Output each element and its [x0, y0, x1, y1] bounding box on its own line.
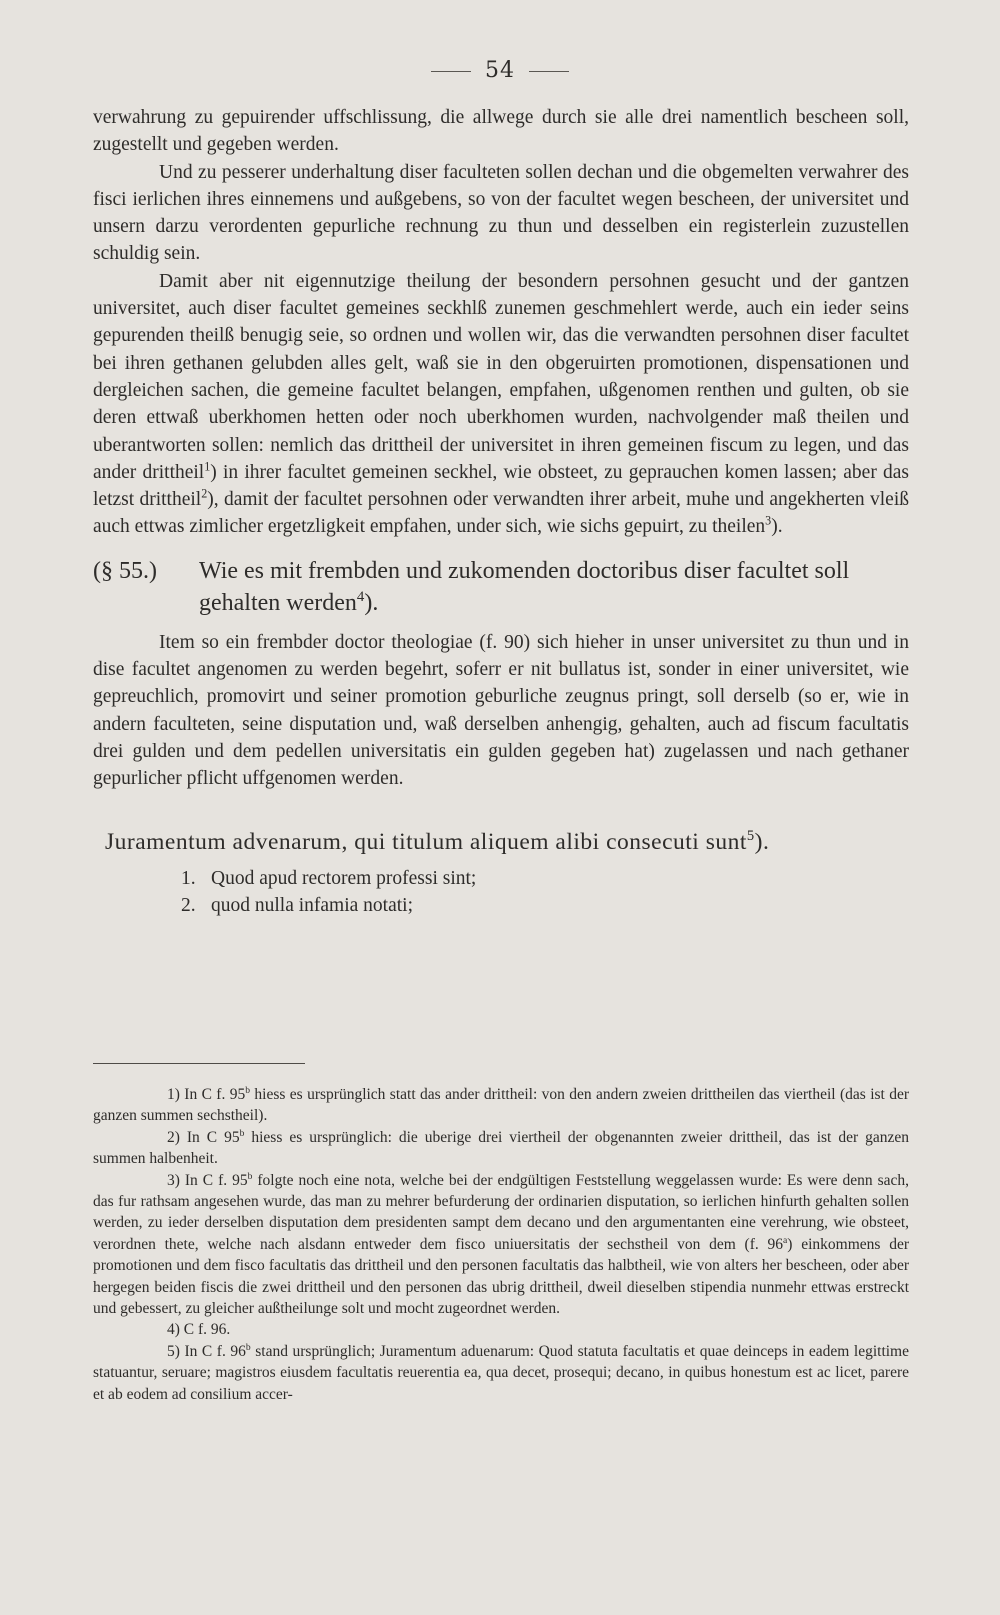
- footnote-5-lead: 5) In C f. 96: [167, 1342, 246, 1360]
- footnote-5-sup: b: [245, 1341, 251, 1353]
- footnote-2: [93, 1127, 909, 1170]
- list-item-text: Quod apud rectorem professi sint;: [211, 867, 477, 889]
- footnote-ref-5: 5: [746, 827, 755, 844]
- section-title-text: Wie es mit frembden und zukomenden doctoribus diser facultet soll gehalten werden: [199, 557, 850, 616]
- footnotes: [93, 1084, 909, 1405]
- footnote-2-sup: b: [239, 1127, 245, 1139]
- footnote-4-lead: 4) C f. 96.: [167, 1321, 231, 1339]
- footnote-3-sup-2: a: [783, 1234, 788, 1246]
- section-number: (§ 55.): [93, 557, 157, 584]
- footnote-1-text: hiess es ursprünglich statt das ander drittheil: von den andern zweien drittheilen das viertheil (das ist der ganzen summen sechstheil).: [93, 1086, 910, 1125]
- list-item: [181, 892, 909, 919]
- paragraph-3: [93, 268, 909, 541]
- paragraph-3-part-1: Damit aber nit eigennutzige theilung der besondern persohnen gesucht und der gantzen universitet, auch diser facultet gemeines seckhlß zunemen geschmehlert werde, auch ein ieder seins gepurenden theilß benugig seie, so ordnen und wollen wir, das die verwandten persohnen diser facultet bei ihren gethanen gelubden alles gelt, waß sie in den obgeruirten promotionen, dispensationen und dergleichen sachen, die gemeine facultet belangen, empfahen, ußgenomen renthen und gulten, ob sie deren ettwaß uberkhomen hetten oder noch uberkhomen wurden, nachvolgender maß theilen und uberantworten sollen: nemlich das drittheil der universitet in ihren gemeinen fiscum zu legen, und das ander drittheil: [93, 270, 909, 483]
- main-text: [93, 104, 909, 919]
- header-dash-left: [431, 71, 471, 72]
- list-item: [181, 865, 909, 892]
- list-item-number: 1.: [181, 867, 196, 889]
- footnote-ref-4: 4: [356, 588, 365, 605]
- footnote-ref-3: 3: [765, 513, 772, 528]
- footnote-1-lead: 1) In C f. 95: [167, 1086, 246, 1103]
- juramentum-title-text: Juramentum advenarum, qui titulum aliquem alibi consecuti sunt: [105, 828, 747, 855]
- footnote-3-text-2: ) einkommens der promotionen und dem fisco facultatis das drittheil und den personen facultatis das halbtheil, wie von alters her bescheen, oder aber hergegen beiden fiscis die zwei drittheil und den personen das ubrig drittheil, dweil dieselben stipendia nunmehr ettwas erstreckt und gebessert, zu gleicher außtheilunge solt und mocht zugeordnet werden.: [93, 1235, 909, 1318]
- juramentum-title-end: ).: [754, 828, 770, 855]
- footnote-3-text: folgte noch eine nota, welche bei der endgültigen Feststellung weggelassen wurde: Es were denn sach, das fur rathsam angesehen wurde, das man zu mehrer befurderung der ordinarien disputation, so ierlichen hinfurth gehalten sollen werden, zu ieder derselben disputation dem presidenten sampt dem decano und den argumentanten eine verehrung, wie obsteet, verordnen thete, welche nach alsdann entweder dem fisco uniuersitatis der sechstheil von dem (f. 96: [93, 1171, 909, 1253]
- paragraph-3-part-4: ).: [771, 516, 783, 538]
- footnote-5: [93, 1341, 909, 1405]
- footnote-3-lead: 3) In C f. 95: [167, 1171, 248, 1189]
- paragraph-1: verwahrung zu gepuirender uffschlissung, die allwege durch sie alle drei namentlich bescheen soll, zugestellt und gegeben werden.: [93, 107, 909, 156]
- paragraph-3-part-3: ), damit der facultet persohnen oder verwandten ihrer arbeit, muhe und angekherten vleiß auch ettwas zimlicher ergetzligkeit empfahen, under sich, wie sichs gepuirt, zu theilen: [93, 489, 909, 538]
- paragraph-2: Und zu pesserer underhaltung diser faculteten sollen dechan und die obgemelten verwahrer des fisci ierlichen ihres einnemens und außgebens, so von der facultet wegen bescheen, der universitet und unsern darzu verordenten gepurliche rechnung zu thun und desselben ein registerlein zuzustellen schuldig sein.: [93, 161, 909, 265]
- footnote-divider: [93, 1063, 305, 1064]
- footnote-1-sup: b: [245, 1084, 251, 1096]
- footnote-1: [93, 1084, 909, 1127]
- section-title-end: ).: [364, 589, 379, 616]
- list-item-text: quod nulla infamia notati;: [211, 894, 413, 916]
- footnote-5-text: stand ursprünglich; Juramentum aduenarum: Quod statuta facultatis et quae deinceps in eadem legittime statuantur, seruare; magistros eiusdem facultatis reuerentia ea, qua decet, prosequi; decano, in quibus honestum est ac licet, parere et ab eodem ad consilium accer-: [93, 1342, 909, 1403]
- section-paragraph: Item so ein frembder doctor theologiae (f. 90) sich hieher in unser universitet zu thun und in dise facultet angenomen zu werden begehrt, soferr er nit bullatus ist, sonder in einer universitet, wie gepreuchlich, promovirt und seiner promotion geburliche zeugnus pringt, soll derselb (so er, wie in andern faculteten, seine disputation und, waß derselben anhengig, gehalten, auch ad fiscum facultatis drei gulden und dem pedellen universitatis ein gulden gegeben hat) zugelassen und nach gethaner gepurlicher pflicht uffgenomen werden.: [93, 631, 909, 790]
- paragraph-3-part-2: ) in ihrer facultet gemeinen seckhel, wie obsteet, zu geprauchen komen lassen; aber das letzst drittheil: [93, 461, 909, 511]
- footnote-3-sup: b: [247, 1170, 253, 1182]
- section-heading: [93, 555, 909, 619]
- list-item-number: 2.: [181, 894, 196, 916]
- footnote-2-text: hiess es ursprünglich: die uberige drei viertheil der obgenannten zweier drittheil, das ist der ganzen summen halbenheit.: [93, 1128, 909, 1168]
- page-header: [0, 58, 1000, 83]
- juramentum-list: [181, 865, 909, 919]
- footnote-ref-2: 2: [201, 486, 208, 501]
- header-dash-right: [529, 71, 569, 72]
- footnote-3: [93, 1170, 909, 1320]
- footnote-4: [93, 1319, 909, 1340]
- footnote-ref-1: 1: [204, 459, 211, 474]
- section-title: [199, 555, 909, 619]
- page-number: 54: [485, 58, 515, 83]
- footnote-2-lead: 2) In C 95: [167, 1128, 240, 1146]
- juramentum-title: [105, 827, 909, 857]
